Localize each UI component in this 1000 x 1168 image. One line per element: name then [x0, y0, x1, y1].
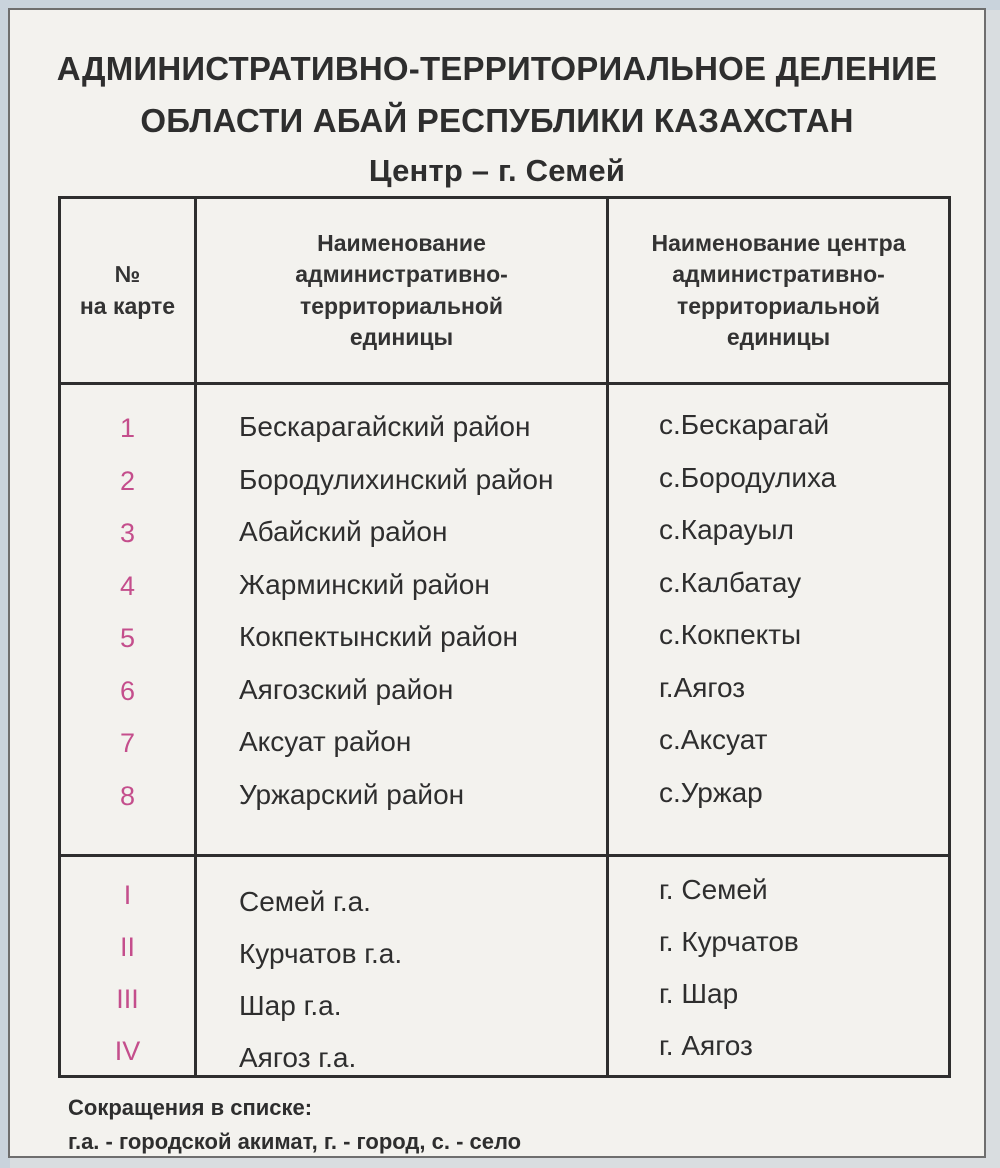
abbreviations-text: г.а. - городской акимат, г. - город, с. - село [68, 1129, 522, 1154]
table-row [61, 926, 948, 978]
abbreviations-heading: Сокращения в списке: [68, 1095, 313, 1120]
table-row [61, 978, 948, 1030]
district-rows [61, 407, 948, 827]
admin-division-table [58, 196, 951, 1078]
title-center: Центр – г. Семей [368, 153, 626, 188]
unit-center: с.Бескарагай [659, 409, 830, 440]
unit-center: с.Аксуат [659, 724, 768, 755]
unit-name: Аксуат район [239, 726, 412, 757]
table-row [61, 407, 948, 460]
unit-name: Семей г.а. [239, 886, 371, 917]
table-row [61, 617, 948, 670]
table-row [61, 722, 948, 775]
section-divider [61, 854, 948, 857]
table-row [61, 1030, 948, 1082]
title-line-1: АДМИНИСТРАТИВНО-ТЕРРИТОРИАЛЬНОЕ ДЕЛЕНИЕ [56, 50, 938, 87]
unit-center: с.Бородулиха [659, 461, 837, 493]
unit-center: г. Шар [659, 978, 739, 1009]
table-row [61, 874, 948, 926]
unit-name: Уржарский район [239, 778, 465, 810]
map-number: 5 [119, 623, 136, 653]
unit-center: г.Аягоз [659, 671, 746, 703]
table-row [61, 775, 948, 828]
unit-name: Бородулихинский район [239, 463, 554, 495]
table-row [61, 512, 948, 565]
table-row [61, 460, 948, 513]
map-number: 3 [119, 518, 136, 548]
unit-name: Абайский район [239, 516, 448, 547]
title-line-2: ОБЛАСТИ АБАЙ РЕСПУБЛИКИ КАЗАХСТАН [140, 102, 854, 139]
table-row [61, 565, 948, 618]
header-center-name: Наименование центра административно- территориальной единицы [651, 230, 906, 350]
map-number: III [116, 984, 139, 1014]
unit-center: г. Аягоз [659, 1030, 753, 1061]
city-akimat-rows [61, 874, 948, 1082]
unit-center: с.Кокпекты [659, 619, 802, 650]
unit-name: Бескарагайский район [239, 411, 531, 442]
unit-name: Аягозский район [239, 673, 454, 705]
unit-name: Жарминский район [239, 568, 490, 600]
map-number: 4 [119, 570, 136, 601]
header-divider [61, 382, 948, 385]
legend-sheet [8, 8, 986, 1158]
map-number: 2 [119, 465, 136, 496]
map-number: I [123, 880, 132, 910]
header-map-number: № на карте [79, 261, 176, 319]
unit-center: с.Уржар [659, 776, 763, 808]
unit-name: Кокпектынский район [239, 621, 518, 652]
map-number: 1 [119, 413, 136, 443]
header-unit-name: Наименование административно- территориальной единицы [295, 230, 508, 350]
table-row [61, 670, 948, 723]
unit-name: Аягоз г.а. [239, 1042, 357, 1073]
unit-name: Шар г.а. [239, 990, 342, 1021]
unit-center: с.Калбатау [659, 566, 802, 598]
map-number: II [119, 932, 135, 962]
map-number: 8 [119, 780, 136, 811]
unit-center: с.Карауыл [659, 514, 794, 545]
map-number: 6 [119, 675, 136, 706]
unit-center: г. Семей [659, 874, 768, 905]
unit-name: Курчатов г.а. [239, 938, 403, 969]
map-number: IV [114, 1036, 141, 1066]
map-number: 7 [119, 728, 136, 758]
unit-center: г. Курчатов [659, 926, 799, 957]
